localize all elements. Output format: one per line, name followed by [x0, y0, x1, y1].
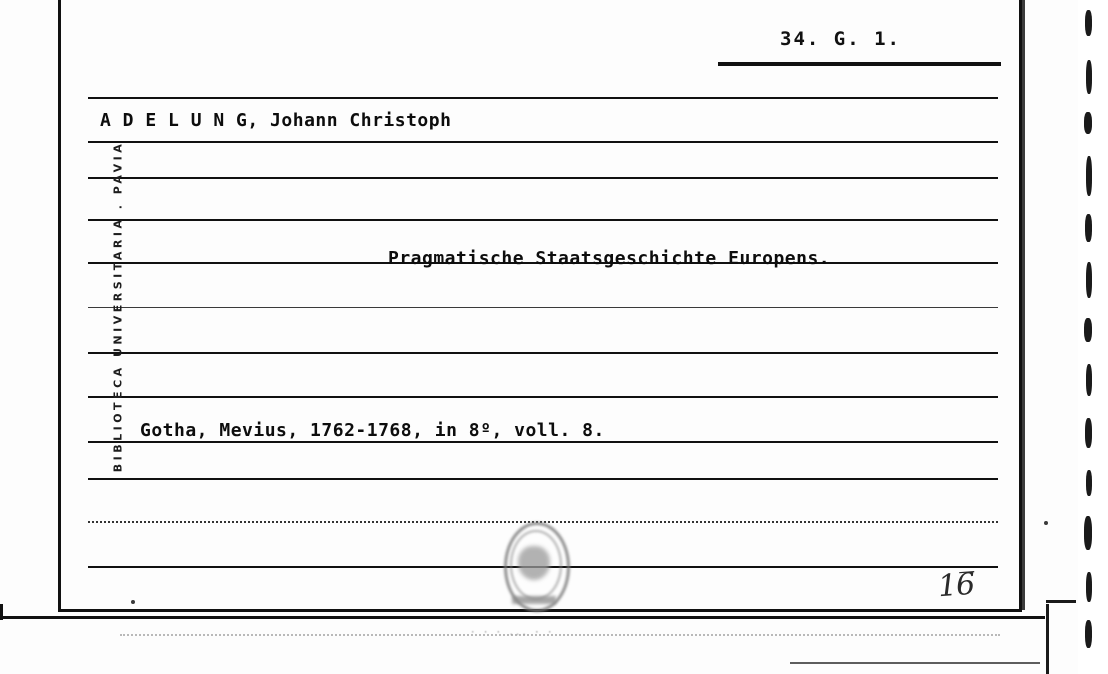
footer-faint-text: · · · ... · · [470, 628, 554, 638]
ruled-line [88, 141, 998, 143]
ruled-line [88, 307, 998, 308]
page-left-corner-rule [0, 604, 3, 620]
ruled-line [88, 478, 998, 480]
call-number: 34. G. 1. [780, 28, 901, 50]
call-number-underline [718, 62, 1001, 66]
ruled-line [88, 219, 998, 221]
ruled-line [88, 441, 998, 443]
footer-dotted-rule [120, 634, 1000, 636]
title-statement: Pragmatische Staatsgeschichte Europens. [388, 248, 831, 269]
ruled-line [88, 177, 998, 179]
ruled-line [88, 396, 998, 398]
ruled-line [88, 352, 998, 354]
pencil-annotation: 16̅ [936, 566, 976, 605]
imprint-statement: Gotha, Mevius, 1762-1768, in 8º, voll. 8. [140, 420, 605, 441]
scan-edge [1078, 0, 1108, 674]
scan-speck [1044, 521, 1048, 525]
library-seal-icon [498, 518, 572, 612]
author-heading: A D E L U N G, Johann Christoph [100, 110, 452, 131]
page-bottom-rule [0, 616, 1045, 619]
scan-speck [131, 600, 135, 604]
library-stamp-vertical: BIBLIOTECA UNIVERSITARIA . PAVIA [111, 140, 125, 473]
ruled-line [88, 97, 998, 99]
